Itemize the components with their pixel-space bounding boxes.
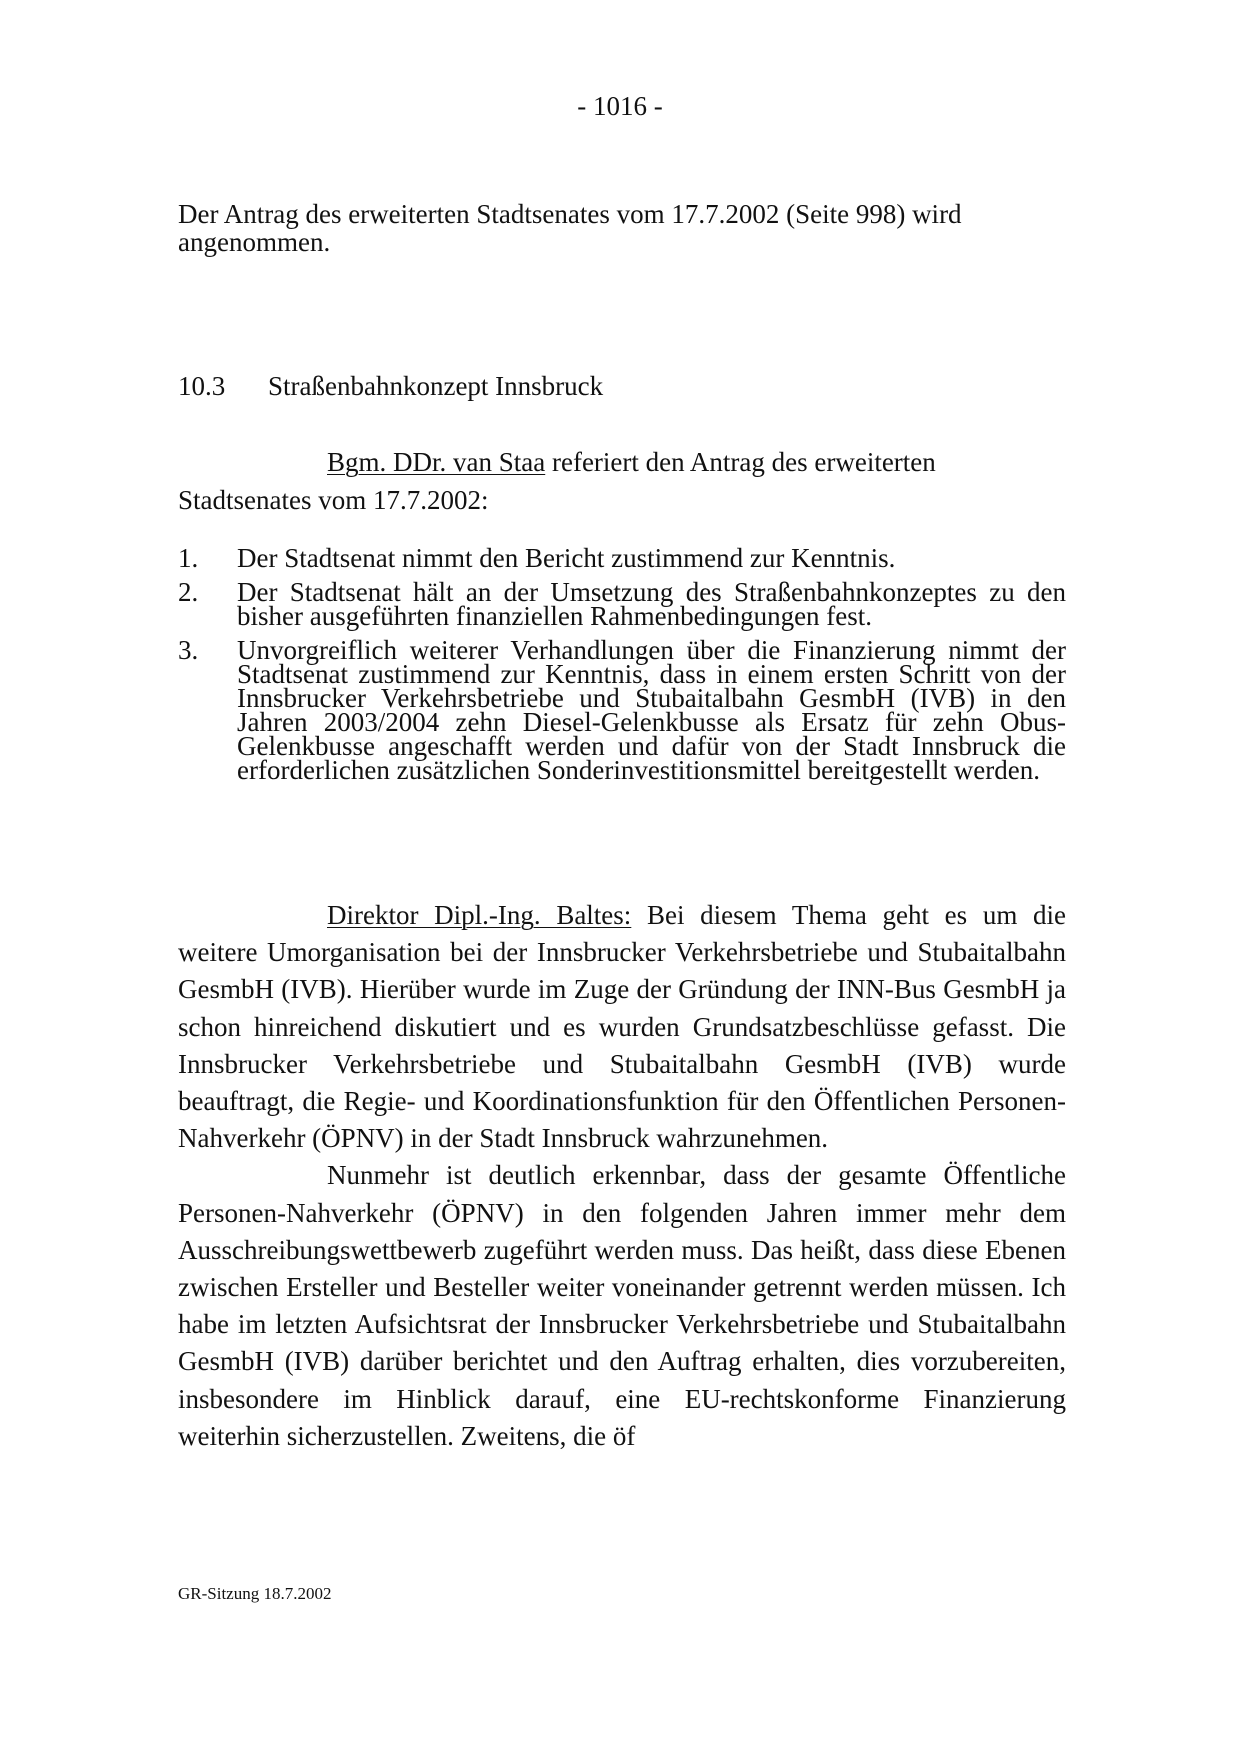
speech-paragraph [178,1157,1066,1455]
item-text: Der Stadtsenat hält an der Umsetzung des Straßenbahnkonzeptes zu den bisher ausgeführten finanziellen Rahmenbedingungen fest. [237,577,1066,631]
intro-paragraph [178,443,1066,519]
speaker-director: Direktor Dipl.-Ing. Baltes: [327,900,632,930]
item-text: Unvorgreiflich weiterer Verhandlungen über die Finanzierung nimmt der Stadtsenat zustimmend zur Kenntnis, dass in einem ersten Schritt von der Innsbrucker Verkehrsbetriebe und Stubaitalbahn GesmbH (IVB) in den Jahren 2003/2004 zehn Diesel-Gelenkbusse als Ersatz für zehn Obus-Gelenkbusse angeschafft werden und dafür von der Stadt Innsbruck die erforderlichen zusätzlichen Sonderinvestitionsmittel bereitgestellt werden. [237,635,1066,785]
motion-list [178,543,1066,792]
item-number: 1. [178,543,199,573]
footer: GR-Sitzung 18.7.2002 [178,1584,332,1603]
list-item [178,635,1066,785]
section-title: Straßenbahnkonzept Innsbruck [268,371,604,401]
item-text: Der Stadtsenat nimmt den Bericht zustimmend zur Kenntnis. [237,543,896,573]
list-item [178,543,1066,573]
item-number: 3. [178,635,199,665]
page-number: - 1016 - [577,91,663,121]
list-item [178,577,1066,631]
section-heading [178,370,1066,402]
intro-text: referiert den Antrag des erweiterten Stadtsenates vom 17.7.2002: [178,447,936,515]
speech-paragraph-2: Nunmehr ist deutlich erkennbar, dass der gesamte Öffentliche Personen-Nahverkehr (ÖPNV) in den folgenden Jahren immer mehr dem Ausschreibungswettbewerb zugeführt werden muss. Das heißt, dass diese Ebenen zwischen Ersteller und Besteller weiter voneinander getrennt werden müssen. Ich habe im letzten Aufsichtsrat der Innsbrucker Verkehrsbetriebe und Stubaitalbahn GesmbH (IVB) darüber berichtet und den Auftrag erhalten, dies vorzubereiten, insbesondere im Hinblick darauf, eine EU-rechtskonforme Finanzierung weiterhin sicherzustellen. Zweitens, die öf [178,1160,1066,1451]
speaker-mayor: Bgm. DDr. van Staa [327,447,546,477]
decision-text: Der Antrag des erweiterten Stadtsenates vom 17.7.2002 (Seite 998) wird angenommen. [178,199,962,257]
speech-paragraph-1: Bei diesem Thema geht es um die weitere Umorganisation bei der Innsbrucker Verkehrsbetriebe und Stubaitalbahn GesmbH (IVB). Hierüber wurde im Zuge der Gründung der INN-Bus GesmbH ja schon hinreichend diskutiert und es wurden Grundsatzbeschlüsse gefasst. Die Innsbrucker Verkehrsbetriebe und Stubaitalbahn GesmbH (IVB) wurde beauftragt, die Regie- und Koordinationsfunktion für den Öffentlichen Personen-Nahverkehr (ÖPNV) in der Stadt Innsbruck wahrzunehmen. [178,900,1066,1154]
section-number: 10.3 [178,371,226,401]
item-number: 2. [178,577,199,607]
speech-body [178,897,1066,1455]
speech-paragraph [178,897,1066,1157]
